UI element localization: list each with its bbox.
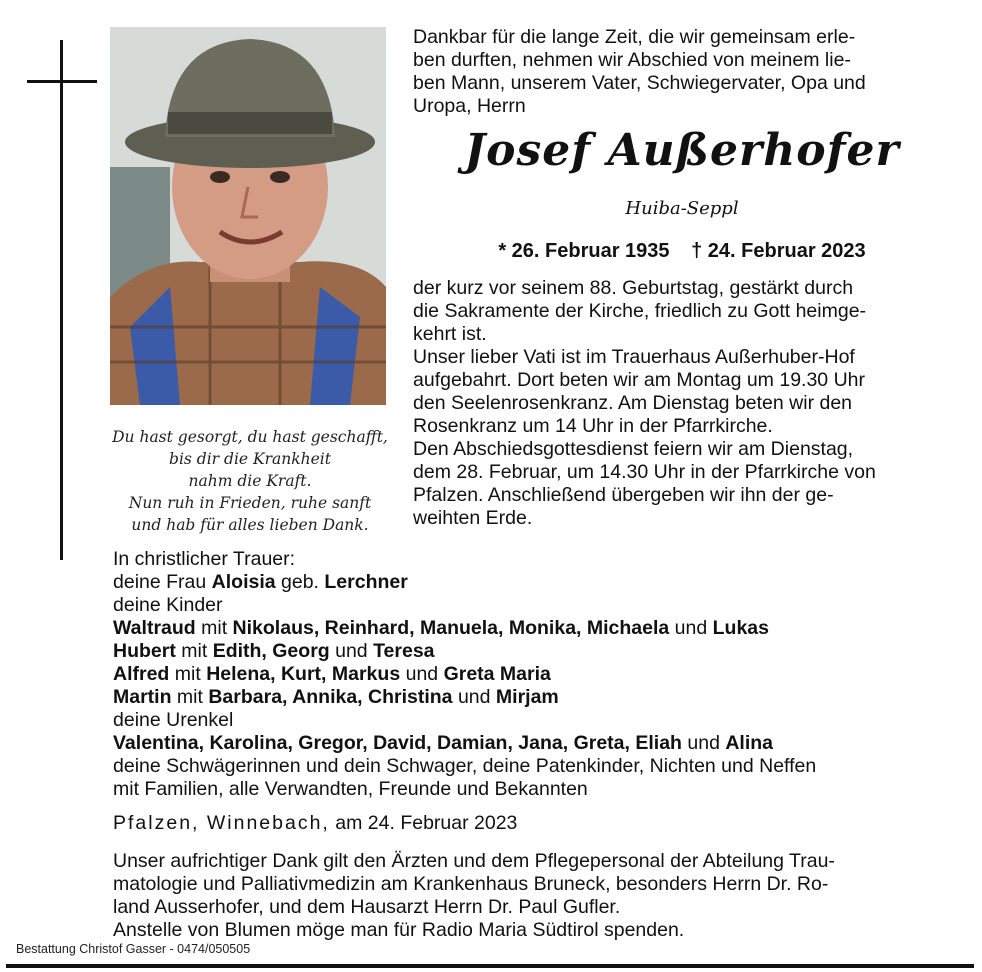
family-last-name: Mirjam [495, 686, 559, 708]
life-dates [413, 240, 951, 263]
child-name: Alfred [113, 663, 170, 685]
quote-line: und hab für alles lieben Dank. [131, 516, 369, 534]
place-date-text: am 24. Februar 2023 [335, 812, 518, 834]
intro-line: ben Mann, unserem Vater, Schwiegervater, Opa und [413, 72, 866, 94]
announcement-text [413, 277, 951, 530]
family-last-name: Greta Maria [443, 663, 551, 685]
body-line: aufgebahrt. Dort beten wir am Montag um 19.30 Uhr [413, 369, 865, 391]
great-grandchildren-names: Valentina, Karolina, Gregor, David, Damian, Jana, Greta, Eliah [113, 732, 682, 754]
memorial-quote [100, 426, 400, 536]
intro-line: Uropa, Herrn [413, 95, 526, 117]
child-family [113, 640, 953, 663]
family-names: Edith, Georg [212, 640, 330, 662]
child-family [113, 617, 953, 640]
mit-word: mit [174, 663, 201, 685]
deceased-name: Josef Außerhofer [464, 125, 900, 176]
funeral-home-footer: Bestattung Christof Gasser - 0474/050505 [16, 942, 251, 956]
family-last-name: Lukas [712, 617, 769, 639]
thanks-line: land Ausserhofer, und dem Hausarzt Herrn Dr. Paul Gufler. [113, 896, 621, 918]
children-label: deine Kinder [113, 594, 223, 616]
child-family [113, 663, 953, 686]
great-grandchildren [113, 732, 953, 755]
deceased-nickname: Huiba-Seppl [625, 198, 739, 219]
child-family [113, 686, 953, 709]
mourners-heading: In christlicher Trauer: [113, 548, 296, 570]
family-names: Helena, Kurt, Markus [206, 663, 401, 685]
body-line: die Sakramente der Kirche, friedlich zu Gott heimge- [413, 300, 867, 322]
thanks-line: Unser aufrichtiger Dank gilt den Ärzten und dem Pflegepersonal der Abteilung Trau- [113, 850, 835, 872]
intro-line: ben durften, nehmen wir Abschied von meinem lie- [413, 49, 851, 71]
other-relatives: deine Schwägerinnen und dein Schwager, deine Patenkinder, Nichten und Neffen [113, 755, 817, 777]
und-word: und [405, 663, 439, 685]
und-word: und [674, 617, 708, 639]
place-date [113, 812, 517, 835]
wife-prefix: deine Frau [113, 571, 207, 593]
mit-word: mit [201, 617, 228, 639]
thanks-line: Anstelle von Blumen möge man für Radio Maria Südtirol spenden. [113, 919, 685, 941]
body-line: weihten Erde. [413, 507, 533, 529]
great-grandchild-last-name: Alina [725, 732, 774, 754]
intro-text [413, 26, 951, 118]
mit-word: mit [176, 686, 203, 708]
family-last-name: Teresa [373, 640, 435, 662]
quote-line: nahm die Kraft. [188, 472, 312, 490]
body-line: Rosenkranz um 14 Uhr in der Pfarrkirche. [413, 415, 773, 437]
birth-date: * 26. Februar 1935 [498, 240, 670, 262]
mit-word: mit [181, 640, 208, 662]
body-line: den Seelenrosenkranz. Am Dienstag beten wir den [413, 392, 853, 414]
body-line: Den Abschiedsgottesdienst feiern wir am Dienstag, [413, 438, 854, 460]
quote-line: Nun ruh in Frieden, ruhe sanft [128, 494, 372, 512]
quote-line: bis dir die Krankheit [169, 450, 331, 468]
body-line: kehrt ist. [413, 323, 487, 345]
place-towns: Pfalzen, Winnebach, [113, 812, 330, 834]
cross-icon [60, 40, 63, 560]
portrait-photo [110, 27, 386, 405]
family-names: Nikolaus, Reinhard, Manuela, Monika, Michaela [232, 617, 670, 639]
other-relatives: mit Familien, alle Verwandten, Freunde und Bekannten [113, 778, 588, 800]
family-names: Barbara, Annika, Christina [208, 686, 453, 708]
body-line: Pfalzen. Anschließend übergeben wir ihn der ge- [413, 484, 834, 506]
mourner-wife [113, 571, 953, 594]
und-word: und [335, 640, 368, 662]
und-word: und [687, 732, 720, 754]
thanks-line: matologie und Palliativmedizin am Krankenhaus Bruneck, besonders Herrn Dr. Ro- [113, 873, 829, 895]
thanks-text [113, 850, 953, 942]
child-name: Martin [113, 686, 172, 708]
body-line: dem 28. Februar, um 14.30 Uhr in der Pfarrkirche von [413, 461, 876, 483]
quote-line: Du hast gesorgt, du hast geschafft, [112, 428, 388, 446]
wife-maiden-name: Lerchner [324, 571, 408, 593]
wife-geb: geb. [281, 571, 319, 593]
cross-icon-bar [27, 80, 97, 83]
child-name: Waltraud [113, 617, 196, 639]
body-line: der kurz vor seinem 88. Geburtstag, gestärkt durch [413, 277, 854, 299]
great-grandchildren-label: deine Urenkel [113, 709, 234, 731]
body-line: Unser lieber Vati ist im Trauerhaus Außerhuber-Hof [413, 346, 855, 368]
portrait-illustration [110, 27, 386, 405]
und-word: und [457, 686, 491, 708]
child-name: Hubert [113, 640, 176, 662]
mourners-list [113, 548, 953, 801]
intro-line: Dankbar für die lange Zeit, die wir gemeinsam erle- [413, 26, 856, 48]
death-date: † 24. Februar 2023 [691, 240, 866, 262]
wife-name: Aloisia [211, 571, 276, 593]
